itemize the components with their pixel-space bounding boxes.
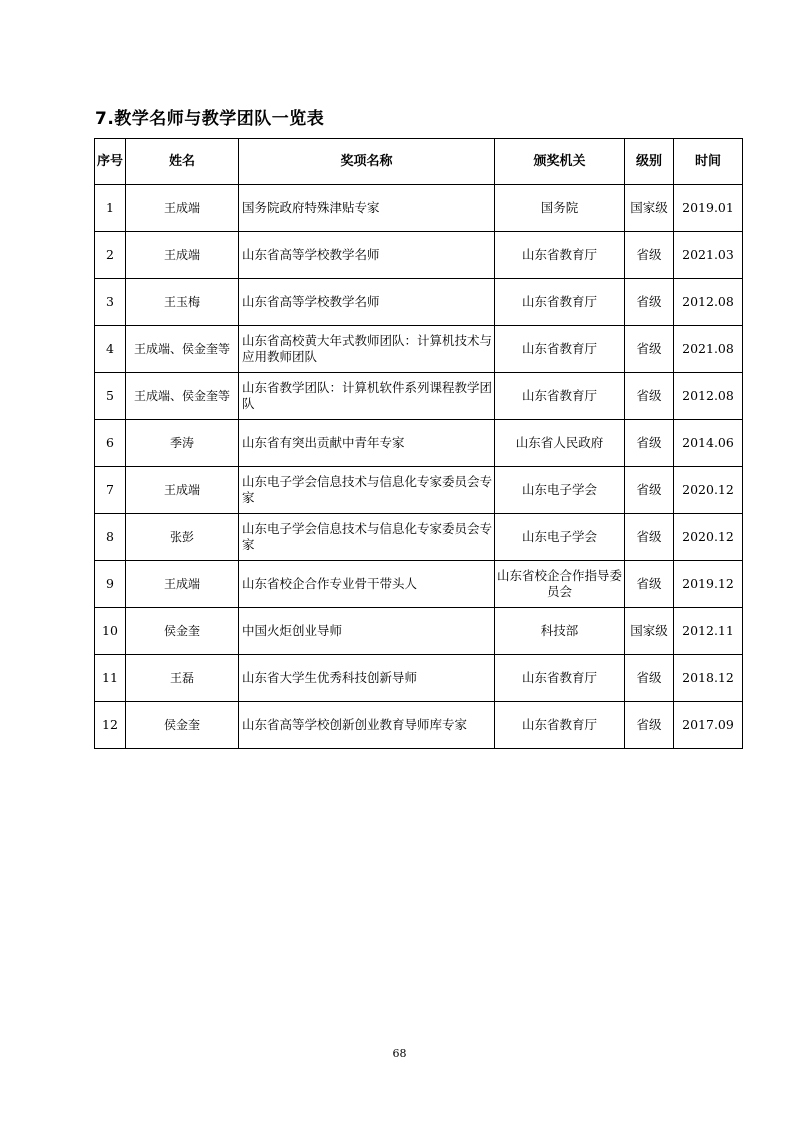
cell-date: 2017.09: [674, 702, 743, 749]
cell-award: 山东省有突出贡献中青年专家: [239, 420, 495, 467]
table-row: [95, 373, 743, 420]
cell-name: 王成端: [126, 232, 239, 279]
cell-date: 2021.08: [674, 326, 743, 373]
table-row: [95, 514, 743, 561]
header-level: 级别: [625, 139, 674, 185]
cell-level: 省级: [625, 420, 674, 467]
cell-org: 山东电子学会: [495, 467, 625, 514]
table-row: [95, 326, 743, 373]
cell-level: 省级: [625, 467, 674, 514]
cell-org: 国务院: [495, 185, 625, 232]
cell-org: 山东省教育厅: [495, 655, 625, 702]
cell-award: 中国火炬创业导师: [239, 608, 495, 655]
cell-org: 山东电子学会: [495, 514, 625, 561]
cell-no: 1: [95, 185, 126, 232]
cell-level: 省级: [625, 326, 674, 373]
cell-org: 科技部: [495, 608, 625, 655]
cell-level: 省级: [625, 373, 674, 420]
cell-level: 省级: [625, 232, 674, 279]
header-name: 姓名: [126, 139, 239, 185]
cell-date: 2020.12: [674, 514, 743, 561]
cell-award: 山东电子学会信息技术与信息化专家委员会专家: [239, 514, 495, 561]
cell-date: 2019.01: [674, 185, 743, 232]
cell-date: 2012.11: [674, 608, 743, 655]
cell-award: 山东省校企合作专业骨干带头人: [239, 561, 495, 608]
cell-name: 王成端、侯金奎等: [126, 373, 239, 420]
cell-org: 山东省教育厅: [495, 279, 625, 326]
page-title: 7.教学名师与教学团队一览表: [95, 109, 325, 129]
cell-no: 8: [95, 514, 126, 561]
cell-name: 王成端: [126, 561, 239, 608]
table-row: [95, 232, 743, 279]
cell-date: 2019.12: [674, 561, 743, 608]
cell-award: 山东省高等学校教学名师: [239, 232, 495, 279]
table-row: [95, 185, 743, 232]
cell-level: 省级: [625, 655, 674, 702]
table-row: [95, 420, 743, 467]
cell-level: 国家级: [625, 608, 674, 655]
cell-award: 山东省教学团队：计算机软件系列课程教学团队: [239, 373, 495, 420]
cell-no: 10: [95, 608, 126, 655]
cell-org: 山东省教育厅: [495, 373, 625, 420]
cell-no: 7: [95, 467, 126, 514]
table-row: [95, 608, 743, 655]
cell-date: 2014.06: [674, 420, 743, 467]
cell-no: 5: [95, 373, 126, 420]
header-date: 时间: [674, 139, 743, 185]
cell-date: 2020.12: [674, 467, 743, 514]
cell-name: 侯金奎: [126, 702, 239, 749]
cell-award: 山东省高校黄大年式教师团队：计算机技术与应用教师团队: [239, 326, 495, 373]
cell-award: 国务院政府特殊津贴专家: [239, 185, 495, 232]
cell-name: 王成端、侯金奎等: [126, 326, 239, 373]
cell-org: 山东省人民政府: [495, 420, 625, 467]
table-row: [95, 702, 743, 749]
cell-name: 侯金奎: [126, 608, 239, 655]
cell-date: 2012.08: [674, 373, 743, 420]
cell-name: 张彭: [126, 514, 239, 561]
cell-date: 2012.08: [674, 279, 743, 326]
cell-level: 省级: [625, 702, 674, 749]
cell-date: 2021.03: [674, 232, 743, 279]
cell-no: 11: [95, 655, 126, 702]
cell-no: 3: [95, 279, 126, 326]
page-number: 68: [392, 1047, 407, 1060]
header-org: 颁奖机关: [495, 139, 625, 185]
header-award: 奖项名称: [239, 139, 495, 185]
cell-no: 6: [95, 420, 126, 467]
cell-award: 山东省高等学校创新创业教育导师库专家: [239, 702, 495, 749]
header-no: 序号: [95, 139, 126, 185]
cell-no: 2: [95, 232, 126, 279]
cell-no: 12: [95, 702, 126, 749]
cell-name: 季涛: [126, 420, 239, 467]
cell-org: 山东省校企合作指导委员会: [495, 561, 625, 608]
cell-award: 山东省大学生优秀科技创新导师: [239, 655, 495, 702]
cell-award: 山东电子学会信息技术与信息化专家委员会专家: [239, 467, 495, 514]
cell-no: 4: [95, 326, 126, 373]
cell-level: 省级: [625, 561, 674, 608]
cell-org: 山东省教育厅: [495, 326, 625, 373]
cell-level: 国家级: [625, 185, 674, 232]
cell-no: 9: [95, 561, 126, 608]
table-header-row: [95, 139, 743, 185]
cell-level: 省级: [625, 514, 674, 561]
cell-award: 山东省高等学校教学名师: [239, 279, 495, 326]
cell-name: 王磊: [126, 655, 239, 702]
cell-name: 王成端: [126, 185, 239, 232]
cell-name: 王成端: [126, 467, 239, 514]
awards-table: [94, 138, 743, 749]
table-row: [95, 279, 743, 326]
cell-org: 山东省教育厅: [495, 232, 625, 279]
table-row: [95, 655, 743, 702]
table-row: [95, 561, 743, 608]
cell-level: 省级: [625, 279, 674, 326]
table-row: [95, 467, 743, 514]
cell-name: 王玉梅: [126, 279, 239, 326]
cell-org: 山东省教育厅: [495, 702, 625, 749]
cell-date: 2018.12: [674, 655, 743, 702]
